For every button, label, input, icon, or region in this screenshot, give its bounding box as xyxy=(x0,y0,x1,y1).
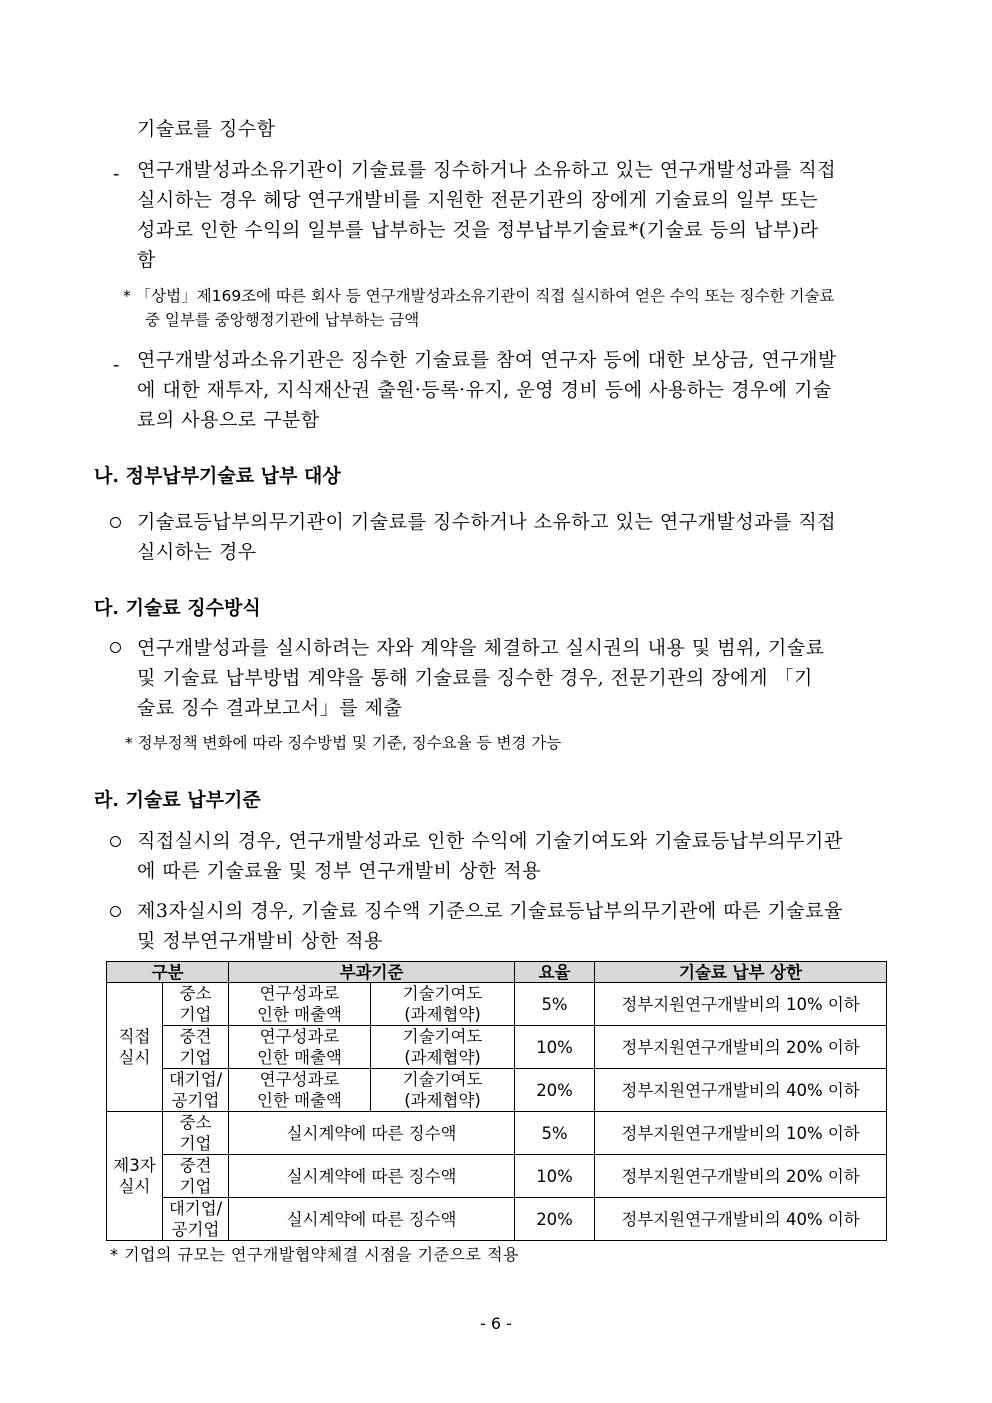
header-cap: 기술료 납부 상한 xyxy=(595,962,887,983)
text-line: 실시하는 경우 헤당 연구개발비를 지원한 전문기관의 장에게 기술료의 일부 또는 xyxy=(137,189,819,211)
company-size-cell: 대기업/ 공기업 xyxy=(163,1198,229,1241)
cap-cell: 정부지원연구개발비의 10% 이하 xyxy=(595,983,887,1026)
bullet-item-text xyxy=(137,896,897,956)
bullet-item-text xyxy=(137,826,897,886)
basis-cell: 실시계약에 따른 징수액 xyxy=(229,1112,515,1155)
group-cell-third-party: 제3자 실시 xyxy=(107,1112,163,1241)
text-line: 기술료를 징수함 xyxy=(137,118,276,140)
header-category: 구분 xyxy=(107,962,229,983)
header-basis: 부과기준 xyxy=(229,962,515,983)
dash-marker: - xyxy=(113,354,120,376)
basis-cell: 연구성과로 인한 매출액 xyxy=(229,1069,371,1112)
dash-item-text xyxy=(137,345,897,435)
dash-marker: - xyxy=(113,163,120,185)
section-heading: 나. 정부납부기술료 납부 대상 xyxy=(94,465,341,487)
basis-cell: 기술기여도 (과제협약) xyxy=(371,983,515,1026)
text-line: 술료 징수 결과보고서」를 제출 xyxy=(137,697,403,719)
bullet-item-text xyxy=(137,633,897,723)
table-row xyxy=(107,1112,887,1155)
text-line: 연구개발성과를 실시하려는 자와 계약을 체결하고 실시권의 내용 및 범위, 기술료 xyxy=(137,637,825,659)
cap-cell: 정부지원연구개발비의 40% 이하 xyxy=(595,1198,887,1241)
basis-cell: 기술기여도 (과제협약) xyxy=(371,1026,515,1069)
footnote: * 정부정책 변화에 따라 징수방법 및 기준, 징수요율 등 변경 가능 xyxy=(125,734,562,752)
cap-cell: 정부지원연구개발비의 40% 이하 xyxy=(595,1069,887,1112)
text-line: 료의 사용으로 구분함 xyxy=(137,409,320,431)
rate-cell: 20% xyxy=(515,1198,595,1241)
rate-cell: 10% xyxy=(515,1155,595,1198)
text-line: 실시하는 경우 xyxy=(137,541,257,563)
company-size-cell: 중소 기업 xyxy=(163,983,229,1026)
table-row xyxy=(107,1198,887,1241)
text-line: 및 기술료 납부방법 계약을 통해 기술료를 징수한 경우, 전문기관의 장에게 「기 xyxy=(137,667,813,689)
cap-cell: 정부지원연구개발비의 10% 이하 xyxy=(595,1112,887,1155)
company-size-cell: 중견 기업 xyxy=(163,1026,229,1069)
company-size-cell: 중견 기업 xyxy=(163,1155,229,1198)
page-number: - 6 - xyxy=(480,1314,512,1333)
bullet-circle-icon xyxy=(110,517,121,528)
text-line: 성과로 인한 수익의 일부를 납부하는 것을 정부납부기술료*(기술료 등의 납부)라 xyxy=(137,219,819,241)
basis-cell: 기술기여도 (과제협약) xyxy=(371,1069,515,1112)
bullet-circle-icon xyxy=(110,836,121,847)
rate-cell: 5% xyxy=(515,1112,595,1155)
basis-cell: 실시계약에 따른 징수액 xyxy=(229,1198,515,1241)
text-line: 및 정부연구개발비 상한 적용 xyxy=(137,930,383,952)
royalty-table xyxy=(106,961,887,1241)
basis-cell: 실시계약에 따른 징수액 xyxy=(229,1155,515,1198)
footnote: 중 일부를 중앙행정기관에 납부하는 금액 xyxy=(145,311,420,329)
table-row xyxy=(107,983,887,1026)
text-line: 연구개발성과소유기관이 기술료를 징수하거나 소유하고 있는 연구개발성과를 직접 xyxy=(137,159,837,181)
text-line: 제3자실시의 경우, 기술료 징수액 기준으로 기술료등납부의무기관에 따른 기술료율 xyxy=(137,900,843,922)
section-heading: 다. 기술료 징수방식 xyxy=(94,597,261,619)
rate-cell: 20% xyxy=(515,1069,595,1112)
cap-cell: 정부지원연구개발비의 20% 이하 xyxy=(595,1026,887,1069)
rate-cell: 5% xyxy=(515,983,595,1026)
company-size-cell: 중소 기업 xyxy=(163,1112,229,1155)
table-row xyxy=(107,1069,887,1112)
table-row xyxy=(107,1155,887,1198)
bullet-circle-icon xyxy=(110,642,121,653)
text-line: 에 따른 기술료율 및 정부 연구개발비 상한 적용 xyxy=(137,860,542,882)
cap-cell: 정부지원연구개발비의 20% 이하 xyxy=(595,1155,887,1198)
text-line: 에 대한 재투자, 지식재산권 출원·등록·유지, 운영 경비 등에 사용하는 경우에 기술 xyxy=(137,379,832,401)
table-header-row xyxy=(107,962,887,983)
basis-cell: 연구성과로 인한 매출액 xyxy=(229,983,371,1026)
footnote: * 「상법」제169조에 따른 회사 등 연구개발성과소유기관이 직접 실시하여 얻은 수익 또는 징수한 기술료 xyxy=(123,287,835,305)
text-line: 기술료등납부의무기관이 기술료를 징수하거나 소유하고 있는 연구개발성과를 직접 xyxy=(137,511,837,533)
text-line: 연구개발성과소유기관은 징수한 기술료를 참여 연구자 등에 대한 보상금, 연구개발 xyxy=(137,349,837,371)
table-row xyxy=(107,1026,887,1069)
bullet-circle-icon xyxy=(110,906,121,917)
group-cell-direct: 직접 실시 xyxy=(107,983,163,1112)
text-line: 직접실시의 경우, 연구개발성과로 인한 수익에 기술기여도와 기술료등납부의무기관 xyxy=(137,830,843,852)
continued-text xyxy=(137,114,276,144)
dash-item-text xyxy=(137,155,897,275)
table-footnote: * 기업의 규모는 연구개발협약체결 시점을 기준으로 적용 xyxy=(110,1245,520,1264)
section-heading: 라. 기술료 납부기준 xyxy=(94,789,261,811)
text-line: 함 xyxy=(137,249,156,271)
company-size-cell: 대기업/ 공기업 xyxy=(163,1069,229,1112)
basis-cell: 연구성과로 인한 매출액 xyxy=(229,1026,371,1069)
rate-cell: 10% xyxy=(515,1026,595,1069)
header-rate: 요율 xyxy=(515,962,595,983)
bullet-item-text xyxy=(137,507,897,567)
